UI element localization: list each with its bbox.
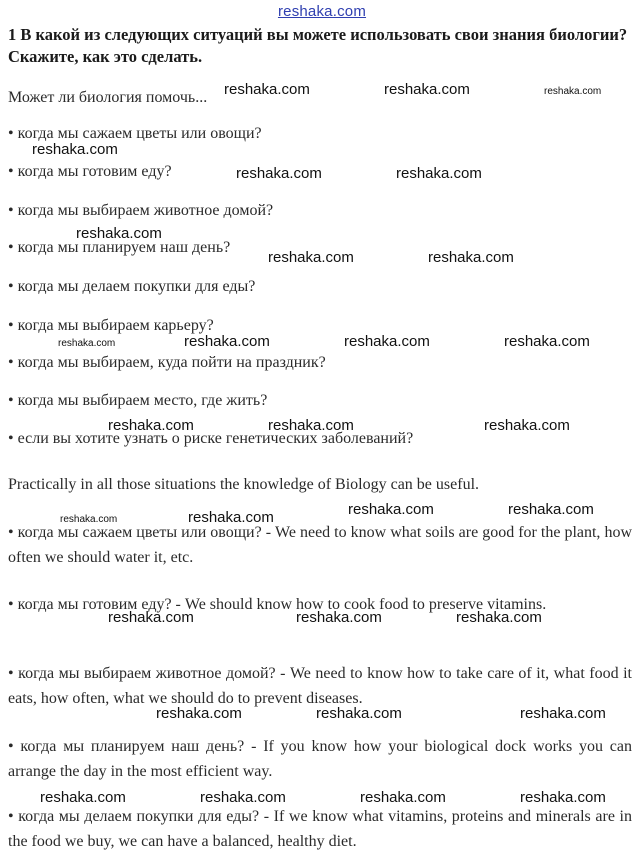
question-item: • если вы хотите узнать о риске генетических заболеваний? — [8, 430, 414, 447]
watermark: reshaka.com — [76, 225, 162, 242]
watermark: reshaka.com — [268, 249, 354, 266]
question-item: • когда мы выбираем карьеру? — [8, 317, 214, 334]
task-title: 1 В какой из следующих ситуаций вы можете использовать свои знания биологии? Скажите, как это сделать. — [8, 25, 628, 66]
watermark: reshaka.com — [58, 338, 116, 349]
watermark: reshaka.com — [200, 789, 286, 806]
watermark: reshaka.com — [508, 501, 594, 518]
question-item: • когда мы готовим еду? — [8, 163, 172, 180]
watermark: reshaka.com — [188, 509, 274, 526]
watermark: reshaka.com — [520, 705, 606, 722]
summary-text: Practically in all those situations the knowledge of Biology can be useful. — [8, 476, 480, 493]
watermark: reshaka.com — [484, 417, 570, 434]
watermark: reshaka.com — [184, 333, 270, 350]
question-item: • когда мы сажаем цветы или овощи? — [8, 125, 262, 142]
watermark: reshaka.com — [544, 86, 602, 97]
answer-paragraph: • когда мы готовим еду? - We should know how to cook food to preserve vitamins. — [8, 596, 547, 613]
watermark: reshaka.com — [224, 81, 310, 98]
watermark: reshaka.com — [268, 417, 354, 434]
watermark: reshaka.com — [456, 609, 542, 626]
answer-paragraph: • когда мы делаем покупки для еды? - If we know what vitamins, proteins and minerals are in the food we buy, we can have a balanced, healthy diet. — [8, 808, 632, 850]
watermark: reshaka.com — [396, 165, 482, 182]
intro-text: Может ли биология помочь... — [8, 89, 208, 106]
watermark: reshaka.com — [296, 609, 382, 626]
watermark: reshaka.com — [360, 789, 446, 806]
question-item: • когда мы делаем покупки для еды? — [8, 278, 256, 295]
answer-paragraph: • когда мы сажаем цветы или овощи? - We need to know what soils are good for the plant, how often we should water it, etc. — [8, 524, 632, 566]
watermark: reshaka.com — [108, 609, 194, 626]
question-item: • когда мы выбираем, куда пойти на праздник? — [8, 354, 326, 371]
answer-paragraph: • когда мы выбираем животное домой? - We need to know how to take care of it, what food it eats, how often, what we should do to prevent diseases. — [8, 665, 632, 707]
watermark: reshaka.com — [384, 81, 470, 98]
question-item: • когда мы выбираем место, где жить? — [8, 392, 268, 409]
answer-paragraph: • когда мы планируем наш день? - If you know how your biological dock works you can arrange the day in the most efficient way. — [8, 738, 632, 780]
watermark: reshaka.com — [344, 333, 430, 350]
watermark: reshaka.com — [60, 514, 118, 525]
watermark: reshaka.com — [504, 333, 590, 350]
site-watermark-header[interactable]: reshaka.com — [277, 3, 367, 20]
question-item: • когда мы выбираем животное домой? — [8, 202, 274, 219]
watermark: reshaka.com — [32, 141, 118, 158]
watermark: reshaka.com — [156, 705, 242, 722]
watermark: reshaka.com — [108, 417, 194, 434]
watermark: reshaka.com — [428, 249, 514, 266]
watermark: reshaka.com — [236, 165, 322, 182]
watermark: reshaka.com — [520, 789, 606, 806]
watermark: reshaka.com — [348, 501, 434, 518]
watermark: reshaka.com — [40, 789, 126, 806]
watermark: reshaka.com — [316, 705, 402, 722]
question-item: • когда мы планируем наш день? — [8, 239, 231, 256]
